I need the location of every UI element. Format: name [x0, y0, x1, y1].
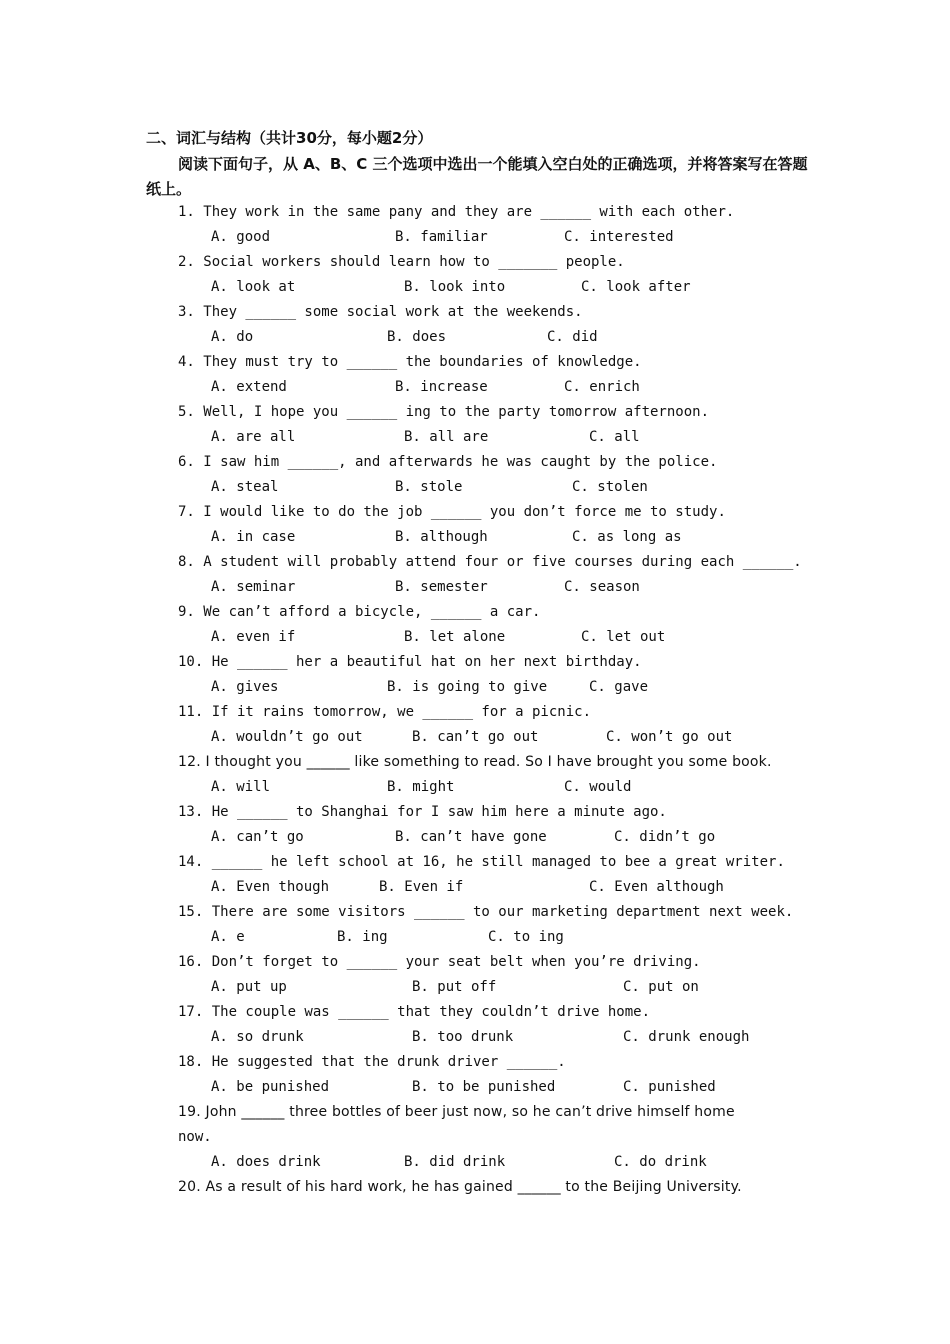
question-list — [0, 200, 950, 1200]
option-a: A. look at — [211, 279, 296, 295]
option-a: A. steal — [211, 479, 279, 495]
option-a: A. put up — [211, 979, 287, 995]
option-b: B. to be punished — [412, 1079, 556, 1095]
question-stem: 4. They must try to ______ the boundaries of knowledge. — [178, 354, 642, 370]
options-row — [0, 825, 950, 850]
question-stem: 2. Social workers should learn how to _______ people. — [178, 254, 625, 270]
option-b: B. semester — [395, 579, 488, 595]
option-c: C. Even although — [589, 879, 724, 895]
question-12 — [0, 750, 950, 800]
option-c: C. stolen — [572, 479, 648, 495]
option-c: C. look after — [581, 279, 691, 295]
option-a: A. will — [211, 779, 271, 795]
option-b: B. can’t go out — [412, 729, 539, 745]
options-row — [0, 675, 950, 700]
option-c: C. would — [564, 779, 632, 795]
question-stem: 14. ______ he left school at 16, he still managed to bee a great writer. — [178, 854, 785, 870]
options-row — [0, 975, 950, 1000]
option-a: A. does drink — [211, 1154, 321, 1170]
option-c: C. gave — [589, 679, 649, 695]
option-a: A. wouldn’t go out — [211, 729, 363, 745]
option-a: A. Even though — [211, 879, 330, 895]
question-9 — [0, 600, 950, 650]
options-row — [0, 375, 950, 400]
options-row — [0, 225, 950, 250]
question-10 — [0, 650, 950, 700]
question-2 — [0, 250, 950, 300]
option-c: C. didn’t go — [614, 829, 716, 845]
question-5 — [0, 400, 950, 450]
option-c: C. put on — [623, 979, 699, 995]
option-b: B. all are — [404, 429, 489, 445]
question-stem: 17. The couple was ______ that they couldn’t drive home. — [178, 1004, 651, 1020]
option-c: C. won’t go out — [606, 729, 733, 745]
option-a: A. so drunk — [211, 1029, 304, 1045]
option-b: B. might — [387, 779, 455, 795]
question-stem: 6. I saw him ______, and afterwards he was caught by the police. — [178, 454, 718, 470]
option-a: A. extend — [211, 379, 287, 395]
options-row — [0, 1150, 950, 1175]
option-c: C. punished — [623, 1079, 716, 1095]
question-19 — [0, 1100, 950, 1175]
question-3 — [0, 300, 950, 350]
option-b: B. does — [387, 329, 447, 345]
options-row — [0, 625, 950, 650]
section-instruction: 阅读下面句子，从 A、B、C 三个选项中选出一个能填入空白处的正确选项，并将答案写在答题纸上。 — [146, 155, 808, 198]
option-b: B. look into — [404, 279, 506, 295]
question-1 — [0, 200, 950, 250]
option-b: B. although — [395, 529, 488, 545]
question-14 — [0, 850, 950, 900]
option-b: B. did drink — [404, 1154, 506, 1170]
question-stem: 3. They ______ some social work at the weekends. — [178, 304, 583, 320]
question-stem: 16. Don’t forget to ______ your seat belt when you’re driving. — [178, 954, 701, 970]
option-b: B. put off — [412, 979, 497, 995]
question-20 — [0, 1175, 950, 1200]
question-stem: 9. We can’t afford a bicycle, ______ a car. — [178, 604, 541, 620]
option-a: A. good — [211, 229, 271, 245]
option-a: A. gives — [211, 679, 279, 695]
question-stem: 15. There are some visitors ______ to our marketing department next week. — [178, 904, 794, 920]
question-18 — [0, 1050, 950, 1100]
question-4 — [0, 350, 950, 400]
option-c: C. do drink — [614, 1154, 707, 1170]
option-c: C. all — [589, 429, 640, 445]
option-a: A. be punished — [211, 1079, 330, 1095]
option-b: B. ing — [337, 929, 388, 945]
question-stem: 5. Well, I hope you ______ ing to the party tomorrow afternoon. — [178, 404, 710, 420]
options-row — [0, 775, 950, 800]
option-c: C. let out — [581, 629, 666, 645]
question-stem: 19. John ______ three bottles of beer just now, so he can’t drive himself home — [178, 1104, 735, 1120]
option-b: B. stole — [395, 479, 463, 495]
options-row — [0, 525, 950, 550]
options-row — [0, 725, 950, 750]
option-b: B. can’t have gone — [395, 829, 547, 845]
question-7 — [0, 500, 950, 550]
option-b: B. familiar — [395, 229, 488, 245]
question-stem: 8. A student will probably attend four or five courses during each ______. — [178, 554, 802, 570]
option-b: B. let alone — [404, 629, 506, 645]
question-16 — [0, 950, 950, 1000]
options-row — [0, 325, 950, 350]
options-row — [0, 475, 950, 500]
option-a: A. are all — [211, 429, 296, 445]
option-b: B. too drunk — [412, 1029, 514, 1045]
options-row — [0, 1025, 950, 1050]
option-b: B. Even if — [379, 879, 464, 895]
question-17 — [0, 1000, 950, 1050]
option-b: B. increase — [395, 379, 488, 395]
section-title: 二、词汇与结构（共计30分，每小题2分） — [146, 129, 433, 147]
question-stem-continuation: now. — [178, 1129, 212, 1145]
question-stem: 18. He suggested that the drunk driver ______. — [178, 1054, 566, 1070]
option-a: A. can’t go — [211, 829, 304, 845]
option-c: C. drunk enough — [623, 1029, 750, 1045]
option-a: A. do — [211, 329, 254, 345]
question-13 — [0, 800, 950, 850]
options-row — [0, 575, 950, 600]
options-row — [0, 925, 950, 950]
question-stem: 11. If it rains tomorrow, we ______ for a picnic. — [178, 704, 592, 720]
option-c: C. interested — [564, 229, 674, 245]
option-a: A. e — [211, 929, 245, 945]
option-b: B. is going to give — [387, 679, 548, 695]
question-8 — [0, 550, 950, 600]
question-15 — [0, 900, 950, 950]
option-a: A. even if — [211, 629, 296, 645]
question-11 — [0, 700, 950, 750]
option-c: C. to ing — [488, 929, 564, 945]
option-c: C. season — [564, 579, 640, 595]
question-stem: 1. They work in the same pany and they are ______ with each other. — [178, 204, 735, 220]
question-stem: 12. I thought you ______ like something to read. So I have brought you some book. — [178, 754, 772, 770]
option-a: A. seminar — [211, 579, 296, 595]
option-c: C. as long as — [572, 529, 682, 545]
question-stem: 10. He ______ her a beautiful hat on her next birthday. — [178, 654, 642, 670]
question-stem: 20. As a result of his hard work, he has gained ______ to the Beijing University. — [178, 1179, 742, 1195]
options-row — [0, 1075, 950, 1100]
question-stem: 7. I would like to do the job ______ you don’t force me to study. — [178, 504, 726, 520]
option-c: C. did — [547, 329, 598, 345]
option-a: A. in case — [211, 529, 296, 545]
options-row — [0, 875, 950, 900]
question-6 — [0, 450, 950, 500]
question-stem: 13. He ______ to Shanghai for I saw him here a minute ago. — [178, 804, 667, 820]
option-c: C. enrich — [564, 379, 640, 395]
options-row — [0, 275, 950, 300]
options-row — [0, 425, 950, 450]
